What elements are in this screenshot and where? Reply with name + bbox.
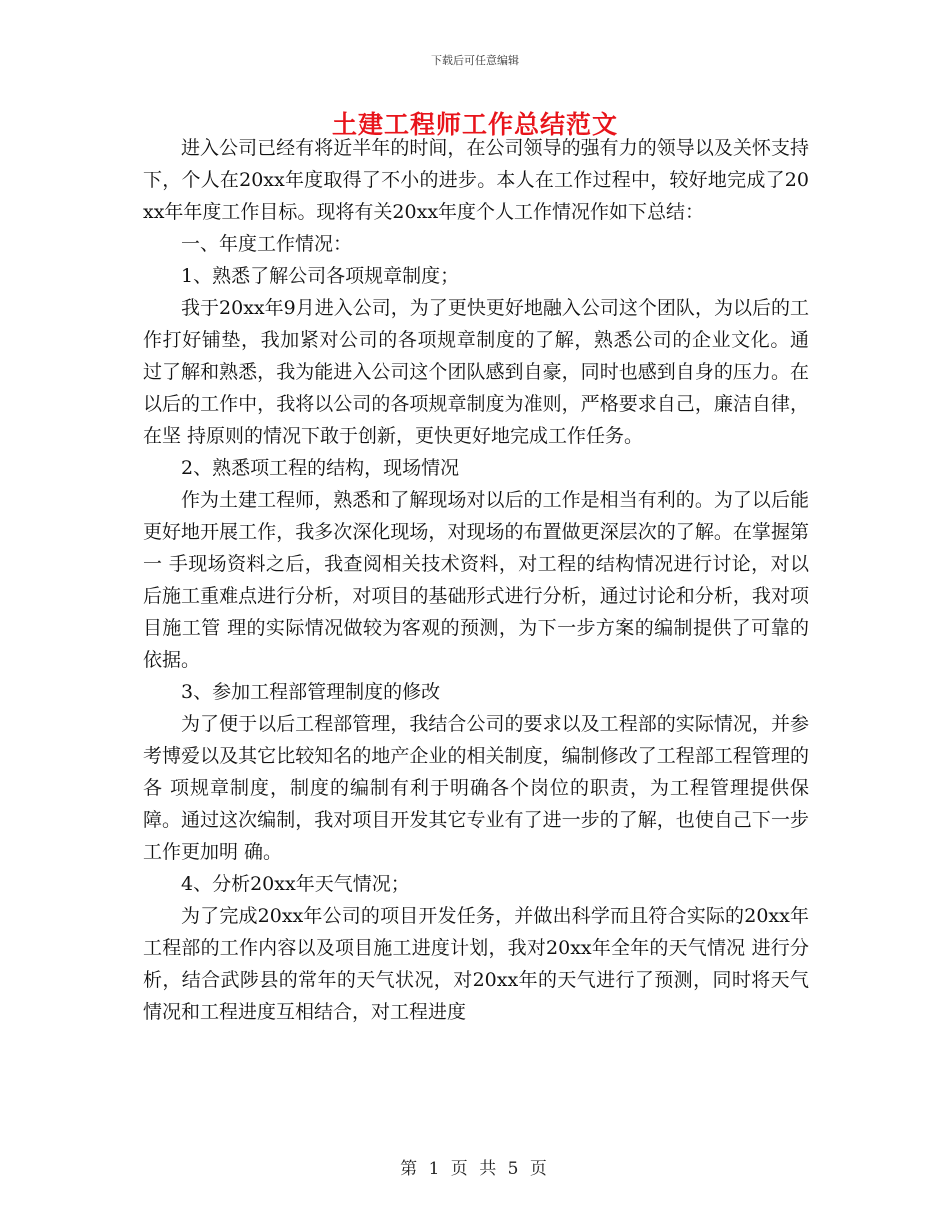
section-heading-annual-work: 一、年度工作情况： <box>181 233 353 255</box>
page-number-footer: 第 1 页 共 5 页 <box>400 1159 550 1179</box>
paragraph-item-1: 我于20xx年9月进入公司，为了更快更好地融入公司这个团队，为以后的工作打好铺垫，我加紧对公司的各项规章制度的了解，熟悉公司的企业文化。通 过了解和熟悉，我为能进入公司这个团队感到自豪，同时也感到自身的压力。在以后的工作中，我将以公司的各项规章制度为准则，严格要求自己，廉洁自律，在坚 持原则的情况下敢于创新，更快更好地完成工作任务。 <box>143 297 809 447</box>
item-heading-2: 2、熟悉项工程的结构，现场情况 <box>181 457 460 479</box>
item-heading-1: 1、熟悉了解公司各项规章制度； <box>181 265 460 287</box>
item-heading-4: 4、分析20xx年天气情况； <box>181 873 410 895</box>
item-heading-3: 3、参加工程部管理制度的修改 <box>181 681 441 703</box>
document-body <box>143 132 809 1028</box>
page-header-note: 下载后可任意编辑 <box>431 54 519 67</box>
paragraph-intro: 进入公司已经有将近半年的时间，在公司领导的强有力的领导以及关怀支持下，个人在20xx年度取得了不小的进步。本人在工作过程中，较好地完成了20xx年年度工作目标。现将有关20xx年度个人工作情况作如下总结： <box>143 137 809 223</box>
paragraph-item-3: 为了便于以后工程部管理，我结合公司的要求以及工程部的实际情况，并参考博爱以及其它比较知名的地产企业的相关制度，编制修改了工程部工程管理的各 项规章制度，制度的编制有利于明确各个岗位的职责，为工程管理提供保障。通过这次编制，我对项目开发其它专业有了进一步的了解，也使自己下一步工作更加明 确。 <box>143 713 809 863</box>
paragraph-item-4: 为了完成20xx年公司的项目开发任务，并做出科学而且符合实际的20xx年工程部的工作内容以及项目施工进度计划，我对20xx年全年的天气情况 进行分析，结合武陟县的常年的天气状况，对20xx年的天气进行了预测，同时将天气情况和工程进度互相结合，对工程进度 <box>143 905 809 1023</box>
paragraph-item-2: 作为土建工程师，熟悉和了解现场对以后的工作是相当有利的。为了以后能更好地开展工作，我多次深化现场，对现场的布置做更深层次的了解。在掌握第一 手现场资料之后，我查阅相关技术资料，对工程的结构情况进行讨论，对以后施工重难点进行分析，对项目的基础形式进行分析，通过讨论和分析，我对项目施工管 理的实际情况做较为客观的预测，为下一步方案的编制提供了可靠的依据。 <box>143 489 809 671</box>
document-title: 土建工程师工作总结范文 <box>331 110 618 139</box>
